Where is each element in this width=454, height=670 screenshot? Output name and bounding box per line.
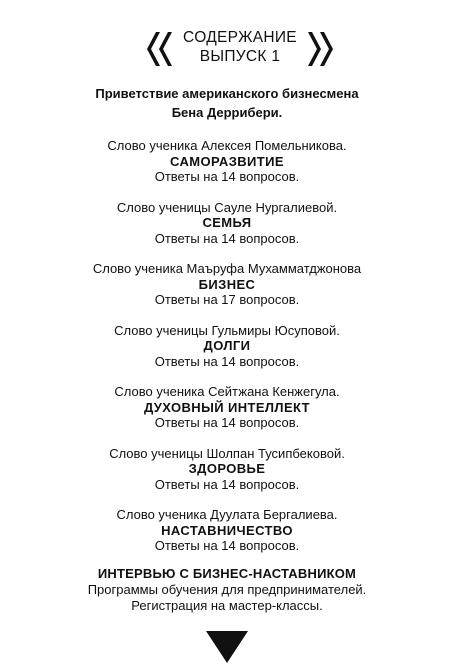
double-chevron-left-icon bbox=[143, 32, 173, 66]
section-speaker: Слово ученика Дуулата Бергалиева. bbox=[116, 507, 338, 522]
section-speaker: Слово ученицы Сауле Нургалиевой. bbox=[116, 199, 338, 215]
section-speaker: Слово ученика Сейтжана Кенжегула. bbox=[114, 384, 340, 399]
triangle-down-icon bbox=[206, 631, 248, 663]
section-answers: Ответы на 14 вопросов. bbox=[154, 353, 300, 369]
section-speaker: Слово ученицы Гульмиры Юсуповой. bbox=[114, 322, 340, 338]
section-answers: Ответы на 14 вопросов. bbox=[154, 169, 300, 184]
section-topic: ЗДОРОВЬЕ bbox=[188, 461, 266, 476]
intro-greeting bbox=[0, 84, 454, 122]
double-chevron-right-icon bbox=[307, 32, 337, 66]
header-title-line1: СОДЕРЖАНИЕ bbox=[183, 29, 297, 46]
section-topic: БИЗНЕС bbox=[198, 276, 256, 292]
section-answers: Ответы на 14 вопросов. bbox=[154, 230, 300, 246]
section-topic: ДУХОВНЫЙ ИНТЕЛЛЕКТ bbox=[143, 399, 311, 415]
section-item bbox=[0, 384, 454, 431]
section-answers: Ответы на 17 вопросов. bbox=[154, 292, 300, 307]
section-speaker: Слово ученика Маъруфа Мухамматджонова bbox=[92, 261, 362, 276]
section-answers: Ответы на 14 вопросов. bbox=[154, 538, 300, 553]
section-item bbox=[0, 507, 454, 554]
interview-line2: Регистрация на мастер-классы. bbox=[131, 598, 323, 613]
interview-title: ИНТЕРВЬЮ С БИЗНЕС-НАСТАВНИКОМ bbox=[97, 566, 357, 581]
section-speaker: Слово ученика Алексея Помельникова. bbox=[107, 138, 347, 153]
header-title bbox=[170, 28, 310, 66]
section-speaker: Слово ученицы Шолпан Тусипбековой. bbox=[109, 445, 345, 461]
intro-line2: Бена Деррибери. bbox=[171, 105, 283, 120]
section-topic: НАСТАВНИЧЕСТВО bbox=[161, 522, 293, 538]
header-title-line2: ВЫПУСК 1 bbox=[199, 48, 281, 65]
section-topic: СЕМЬЯ bbox=[202, 215, 252, 230]
interview-line1: Программы обучения для предпринимателей. bbox=[87, 582, 367, 597]
section-topic: САМОРАЗВИТИЕ bbox=[170, 153, 284, 169]
section-topic: ДОЛГИ bbox=[203, 338, 251, 353]
section-answers: Ответы на 14 вопросов. bbox=[154, 415, 300, 430]
section-answers: Ответы на 14 вопросов. bbox=[154, 476, 300, 492]
interview-section bbox=[0, 566, 454, 614]
section-item bbox=[0, 138, 454, 185]
section-item bbox=[0, 261, 454, 308]
section-item bbox=[0, 323, 454, 370]
section-item bbox=[0, 446, 454, 493]
contents-header bbox=[0, 26, 454, 76]
intro-line1: Приветствие американского бизнесмена bbox=[95, 86, 359, 101]
section-item bbox=[0, 200, 454, 247]
sections-list bbox=[0, 138, 454, 569]
